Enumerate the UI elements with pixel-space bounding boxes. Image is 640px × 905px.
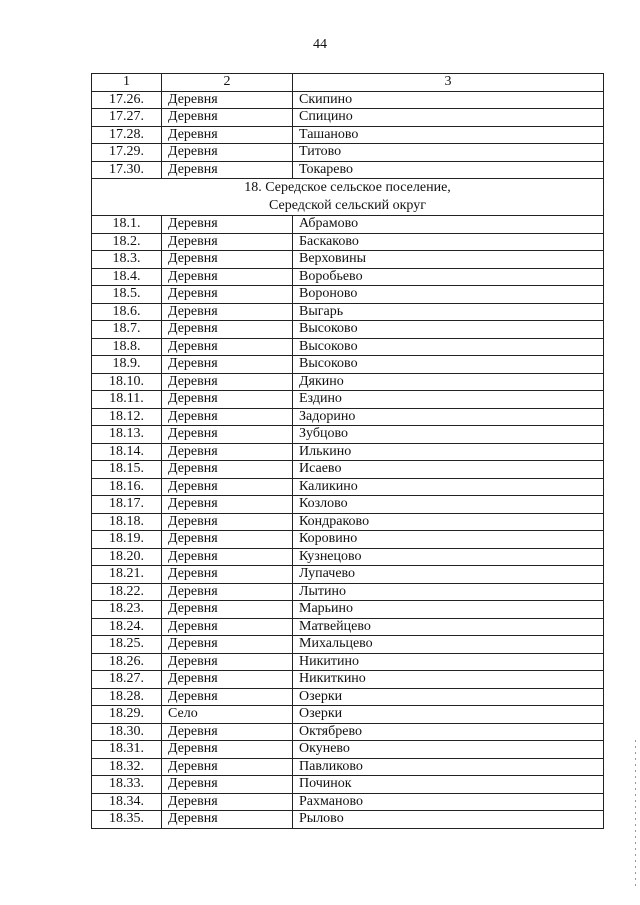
settlement-name: Михальцево bbox=[293, 636, 604, 654]
row-number: 18.6. bbox=[92, 303, 162, 321]
table-row bbox=[92, 391, 604, 409]
settlement-type: Деревня bbox=[162, 109, 293, 127]
row-number: 18.10. bbox=[92, 373, 162, 391]
section-title-line-1: 18. Середское сельское поселение, bbox=[244, 180, 451, 195]
settlement-type: Деревня bbox=[162, 356, 293, 374]
settlement-type: Деревня bbox=[162, 91, 293, 109]
row-number: 17.27. bbox=[92, 109, 162, 127]
row-number: 18.30. bbox=[92, 723, 162, 741]
table-row bbox=[92, 268, 604, 286]
settlement-type: Деревня bbox=[162, 531, 293, 549]
settlement-name: Окунево bbox=[293, 741, 604, 759]
settlement-type: Деревня bbox=[162, 741, 293, 759]
settlement-type: Деревня bbox=[162, 426, 293, 444]
table-row bbox=[92, 653, 604, 671]
settlement-name: Вороново bbox=[293, 286, 604, 304]
settlement-type: Деревня bbox=[162, 566, 293, 584]
settlement-name: Спицино bbox=[293, 109, 604, 127]
row-number: 18.2. bbox=[92, 233, 162, 251]
settlement-type: Деревня bbox=[162, 653, 293, 671]
row-number: 18.9. bbox=[92, 356, 162, 374]
header-col-3: 3 bbox=[293, 74, 604, 92]
page-number: 44 bbox=[313, 37, 327, 52]
table-row bbox=[92, 91, 604, 109]
settlement-type: Деревня bbox=[162, 303, 293, 321]
row-number: 18.32. bbox=[92, 758, 162, 776]
settlement-name: Лупачево bbox=[293, 566, 604, 584]
section-title bbox=[92, 179, 604, 216]
settlement-type: Деревня bbox=[162, 233, 293, 251]
row-number: 18.28. bbox=[92, 688, 162, 706]
settlement-type: Деревня bbox=[162, 758, 293, 776]
row-number: 18.14. bbox=[92, 443, 162, 461]
table-row bbox=[92, 513, 604, 531]
table-row bbox=[92, 109, 604, 127]
settlement-type: Деревня bbox=[162, 548, 293, 566]
row-number: 18.33. bbox=[92, 776, 162, 794]
row-number: 18.24. bbox=[92, 618, 162, 636]
settlement-name: Абрамово bbox=[293, 216, 604, 234]
settlement-type: Деревня bbox=[162, 583, 293, 601]
settlement-type: Деревня bbox=[162, 688, 293, 706]
settlement-name: Высоково bbox=[293, 338, 604, 356]
settlement-type: Деревня bbox=[162, 513, 293, 531]
table-row bbox=[92, 126, 604, 144]
row-number: 17.29. bbox=[92, 144, 162, 162]
settlement-type: Деревня bbox=[162, 391, 293, 409]
table-row bbox=[92, 443, 604, 461]
table-row bbox=[92, 723, 604, 741]
row-number: 18.17. bbox=[92, 496, 162, 514]
settlement-name: Выгарь bbox=[293, 303, 604, 321]
table-row bbox=[92, 776, 604, 794]
settlement-type: Деревня bbox=[162, 618, 293, 636]
row-number: 18.27. bbox=[92, 671, 162, 689]
table-row bbox=[92, 496, 604, 514]
table-row bbox=[92, 144, 604, 162]
header-col-1: 1 bbox=[92, 74, 162, 92]
settlements-table bbox=[91, 73, 604, 829]
settlement-name: Рылово bbox=[293, 811, 604, 829]
settlement-name: Октябрево bbox=[293, 723, 604, 741]
settlement-name: Марьино bbox=[293, 601, 604, 619]
table-row bbox=[92, 758, 604, 776]
settlement-type: Село bbox=[162, 706, 293, 724]
settlement-name: Баскаково bbox=[293, 233, 604, 251]
settlement-name: Павликово bbox=[293, 758, 604, 776]
table-row bbox=[92, 531, 604, 549]
table-row bbox=[92, 706, 604, 724]
section-title-line-2: Середской сельский округ bbox=[268, 198, 426, 213]
settlement-name: Высоково bbox=[293, 356, 604, 374]
table-row bbox=[92, 671, 604, 689]
settlement-type: Деревня bbox=[162, 373, 293, 391]
table-row bbox=[92, 618, 604, 636]
settlement-name: Кондраково bbox=[293, 513, 604, 531]
settlement-name: Токарево bbox=[293, 161, 604, 179]
table-row bbox=[92, 338, 604, 356]
settlement-name: Воробьево bbox=[293, 268, 604, 286]
row-number: 18.1. bbox=[92, 216, 162, 234]
settlement-name: Озерки bbox=[293, 688, 604, 706]
settlement-type: Деревня bbox=[162, 793, 293, 811]
settlement-name: Матвейцево bbox=[293, 618, 604, 636]
row-number: 17.28. bbox=[92, 126, 162, 144]
settlement-type: Деревня bbox=[162, 321, 293, 339]
table-row bbox=[92, 548, 604, 566]
row-number: 18.11. bbox=[92, 391, 162, 409]
settlement-name: Кузнецово bbox=[293, 548, 604, 566]
table-row bbox=[92, 408, 604, 426]
row-number: 18.29. bbox=[92, 706, 162, 724]
settlement-name: Ездино bbox=[293, 391, 604, 409]
table-header-row bbox=[92, 74, 604, 92]
table-row bbox=[92, 601, 604, 619]
row-number: 18.34. bbox=[92, 793, 162, 811]
settlement-name: Зубцово bbox=[293, 426, 604, 444]
row-number: 18.22. bbox=[92, 583, 162, 601]
row-number: 18.15. bbox=[92, 461, 162, 479]
settlement-name: Озерки bbox=[293, 706, 604, 724]
row-number: 18.8. bbox=[92, 338, 162, 356]
table-row bbox=[92, 461, 604, 479]
row-number: 18.31. bbox=[92, 741, 162, 759]
row-number: 18.18. bbox=[92, 513, 162, 531]
settlement-name: Козлово bbox=[293, 496, 604, 514]
row-number: 18.35. bbox=[92, 811, 162, 829]
settlement-type: Деревня bbox=[162, 216, 293, 234]
table-row bbox=[92, 566, 604, 584]
settlement-name: Рахманово bbox=[293, 793, 604, 811]
settlement-name: Дякино bbox=[293, 373, 604, 391]
table-row bbox=[92, 583, 604, 601]
table-row bbox=[92, 373, 604, 391]
row-number: 18.21. bbox=[92, 566, 162, 584]
settlement-type: Деревня bbox=[162, 671, 293, 689]
row-number: 18.16. bbox=[92, 478, 162, 496]
row-number: 18.12. bbox=[92, 408, 162, 426]
settlement-type: Деревня bbox=[162, 286, 293, 304]
settlement-type: Деревня bbox=[162, 126, 293, 144]
row-number: 17.30. bbox=[92, 161, 162, 179]
table-row bbox=[92, 286, 604, 304]
settlement-type: Деревня bbox=[162, 723, 293, 741]
settlement-type: Деревня bbox=[162, 251, 293, 269]
settlement-type: Деревня bbox=[162, 496, 293, 514]
settlement-name: Титово bbox=[293, 144, 604, 162]
row-number: 18.4. bbox=[92, 268, 162, 286]
row-number: 18.25. bbox=[92, 636, 162, 654]
table-row bbox=[92, 636, 604, 654]
row-number: 18.7. bbox=[92, 321, 162, 339]
settlement-name: Верховины bbox=[293, 251, 604, 269]
table-row bbox=[92, 688, 604, 706]
table-row bbox=[92, 741, 604, 759]
settlement-type: Деревня bbox=[162, 636, 293, 654]
settlement-type: Деревня bbox=[162, 268, 293, 286]
row-number: 18.19. bbox=[92, 531, 162, 549]
table-row bbox=[92, 356, 604, 374]
settlement-name: Коровино bbox=[293, 531, 604, 549]
table-row bbox=[92, 811, 604, 829]
settlement-type: Деревня bbox=[162, 601, 293, 619]
table-row bbox=[92, 303, 604, 321]
settlement-type: Деревня bbox=[162, 478, 293, 496]
settlement-type: Деревня bbox=[162, 443, 293, 461]
settlement-name: Никитино bbox=[293, 653, 604, 671]
settlement-type: Деревня bbox=[162, 408, 293, 426]
settlement-type: Деревня bbox=[162, 338, 293, 356]
settlement-type: Деревня bbox=[162, 161, 293, 179]
settlement-name: Лытино bbox=[293, 583, 604, 601]
row-number: 18.3. bbox=[92, 251, 162, 269]
settlement-name: Скипино bbox=[293, 91, 604, 109]
table-row bbox=[92, 233, 604, 251]
row-number: 18.5. bbox=[92, 286, 162, 304]
row-number: 17.26. bbox=[92, 91, 162, 109]
section-header-row bbox=[92, 179, 604, 216]
table-row bbox=[92, 251, 604, 269]
settlement-type: Деревня bbox=[162, 811, 293, 829]
table-row bbox=[92, 161, 604, 179]
row-number: 18.13. bbox=[92, 426, 162, 444]
settlement-name: Никиткино bbox=[293, 671, 604, 689]
settlement-name: Ташаново bbox=[293, 126, 604, 144]
row-number: 18.26. bbox=[92, 653, 162, 671]
settlement-type: Деревня bbox=[162, 144, 293, 162]
settlement-type: Деревня bbox=[162, 461, 293, 479]
header-col-2: 2 bbox=[162, 74, 293, 92]
row-number: 18.23. bbox=[92, 601, 162, 619]
table-row bbox=[92, 793, 604, 811]
settlement-name: Исаево bbox=[293, 461, 604, 479]
settlement-name: Каликино bbox=[293, 478, 604, 496]
settlement-name: Задорино bbox=[293, 408, 604, 426]
settlement-name: Илькино bbox=[293, 443, 604, 461]
scan-artifact bbox=[635, 740, 636, 890]
row-number: 18.20. bbox=[92, 548, 162, 566]
table-row bbox=[92, 321, 604, 339]
settlement-name: Починок bbox=[293, 776, 604, 794]
table-row bbox=[92, 478, 604, 496]
settlement-name: Высоково bbox=[293, 321, 604, 339]
table-row bbox=[92, 426, 604, 444]
settlement-type: Деревня bbox=[162, 776, 293, 794]
table-row bbox=[92, 216, 604, 234]
